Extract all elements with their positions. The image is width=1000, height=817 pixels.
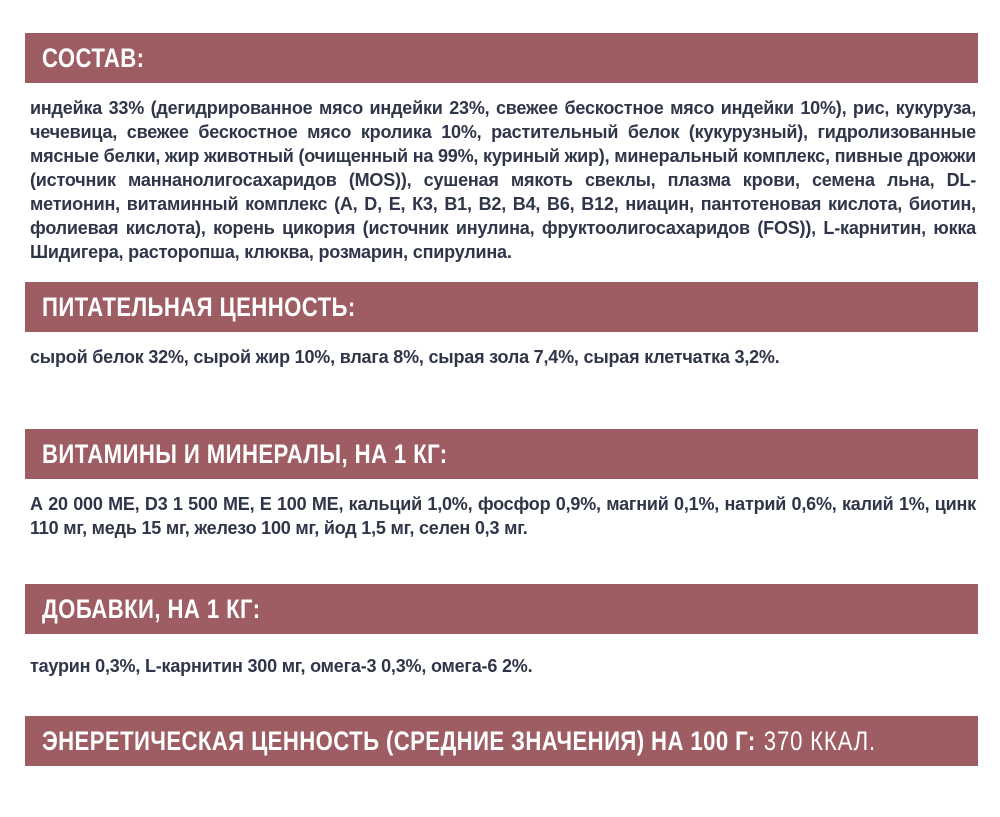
- vitamins-minerals-header-band: [25, 429, 978, 479]
- section-additives: [25, 584, 978, 678]
- energy-value-header-label: ЭНЕРЕТИЧЕСКАЯ ЦЕННОСТЬ (СРЕДНИЕ ЗНАЧЕНИЯ) НА 100 Г:: [42, 725, 756, 756]
- vitamins-minerals-body-text: А 20 000 МЕ, D3 1 500 МЕ, Е 100 МЕ, кальций 1,0%, фосфор 0,9%, магний 0,1%, натрий 0,6%, калий 1%, цинк 110 мг, медь 15 мг, железо 100 мг, йод 1,5 мг, селен 0,3 мг.: [30, 494, 976, 538]
- nutritional-value-body-text: сырой белок 32%, сырой жир 10%, влага 8%, сырая зола 7,4%, сырая клетчатка 3,2%.: [30, 347, 780, 367]
- energy-value-line: [42, 726, 876, 757]
- section-vitamins-minerals: [25, 429, 978, 540]
- energy-value-kcal: 370 ККАЛ.: [763, 725, 877, 756]
- additives-header-label: ДОБАВКИ, НА 1 КГ:: [42, 593, 261, 624]
- composition-header-label: СОСТАВ:: [42, 42, 145, 73]
- vitamins-minerals-header-label: ВИТАМИНЫ И МИНЕРАЛЫ, НА 1 КГ:: [42, 438, 448, 469]
- section-composition: [25, 33, 978, 264]
- energy-value-header-band: [25, 716, 978, 766]
- nutritional-value-header-label: ПИТАТЕЛЬНАЯ ЦЕННОСТЬ:: [42, 291, 356, 322]
- additives-body-text: таурин 0,3%, L-карнитин 300 мг, омега-3 0,3%, омега-6 2%.: [30, 656, 533, 676]
- nutritional-value-header-band: [25, 282, 978, 332]
- section-nutritional-value: [25, 282, 978, 369]
- additives-header-band: [25, 584, 978, 634]
- composition-header-band: [25, 33, 978, 83]
- composition-body-text: индейка 33% (дегидрированное мясо индейки 23%, свежее бескостное мясо индейки 10%), рис, кукуруза, чечевица, свежее бескостное мясо кролика 10%, растительный белок (кукурузный), гидролизованные мясные белки, жир животный (очищенный на 99%, куриный жир), минеральный комплекс, пивные дрожжи (источник маннанолигосахаридов (MOS)), сушеная мякоть свеклы, плазма крови, семена льна, DL-метионин, витаминный комплекс (А, D, Е, К3, В1, В2, В4, В6, В12, ниацин, пантотеновая кислота, биотин, фолиевая кислота), корень цикория (источник инулина, фруктоолигосахаридов (FOS)), L-карнитин, юкка Шидигера, расторопша, клюква, розмарин, спирулина.: [30, 98, 977, 262]
- section-energy-value: [25, 716, 978, 766]
